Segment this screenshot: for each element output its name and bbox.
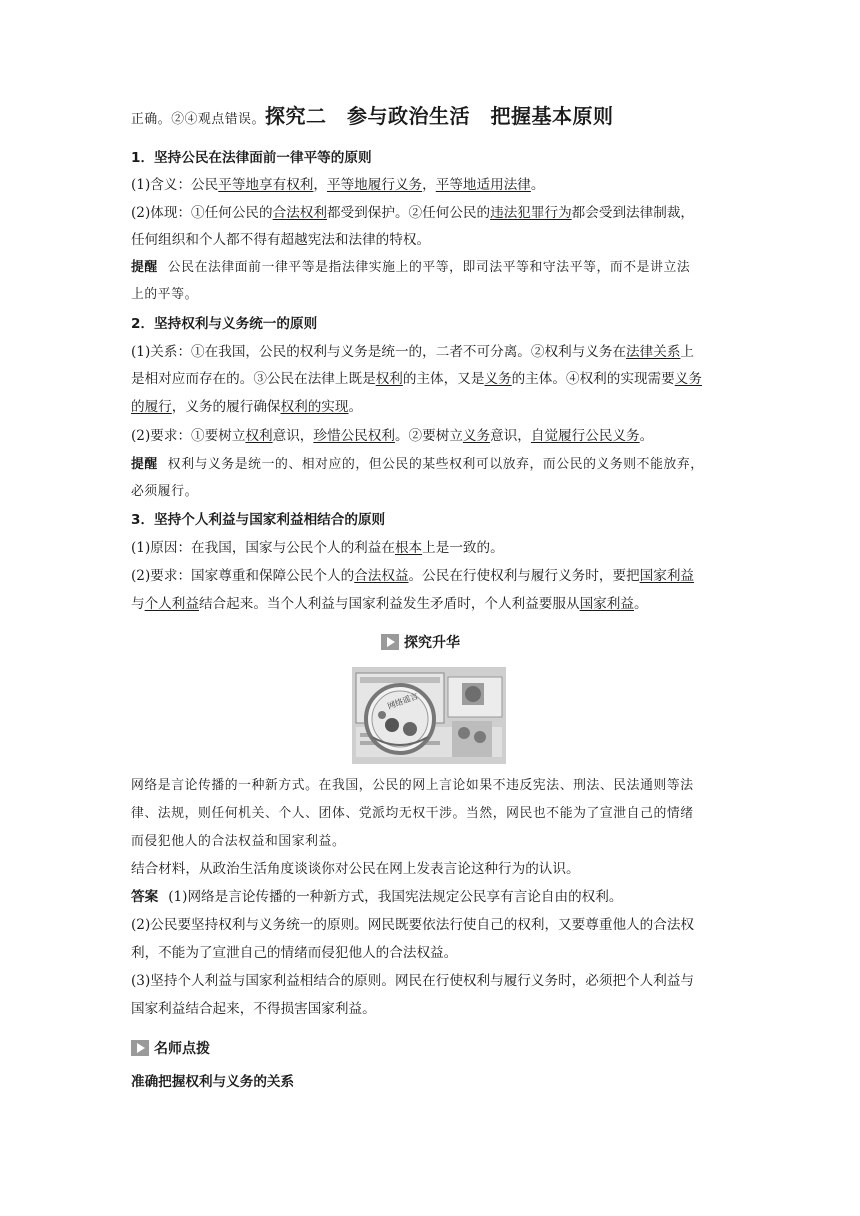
text: 上是一致的。	[422, 540, 504, 556]
underlined-term: 自觉履行公民义务	[530, 428, 640, 444]
text: 结合起来。当个人利益与国家利益发生矛盾时，个人利益要服从	[198, 596, 580, 612]
text: 上	[680, 344, 695, 360]
text: ，义务的履行确保	[171, 399, 281, 415]
text: 意识，	[272, 428, 314, 444]
text: ，	[422, 177, 436, 193]
underlined-term: 合法权利	[272, 205, 327, 221]
underlined-term: 珍惜公民权利	[313, 428, 395, 444]
prev-answer-tail: 正确。②④观点错误。	[131, 112, 265, 127]
underlined-term: 权利	[375, 371, 403, 387]
magnifier-illustration-graphic	[352, 667, 506, 764]
underlined-term: 平等地享有权利	[218, 177, 314, 193]
underlined-term: 义务	[462, 428, 491, 444]
equality-embody-1	[131, 203, 694, 223]
text: (2)体现：①任何公民的	[131, 205, 273, 221]
explore-heading	[381, 632, 460, 652]
text: (2)要求：①要树立	[131, 428, 246, 444]
teacher-heading	[131, 1038, 210, 1058]
heading-interests: 3．坚持个人利益与国家利益相结合的原则	[131, 512, 386, 528]
text: 与	[131, 596, 145, 612]
equality-tip-2: 上的平等。	[131, 287, 198, 302]
text: 。②要树立	[394, 428, 463, 444]
explore-label: 探究升华	[404, 635, 460, 651]
answer-line-3: 利，不能为了宣泄自己的情绪而侵犯他人的合法权益。	[131, 945, 458, 961]
material-line-3: 而侵犯他人的合法权益和国家利益。	[131, 834, 346, 849]
question: 结合材料，从政治生活角度谈谈你对公民在网上发表言论这种行为的认识。	[131, 861, 580, 877]
tip-text: 公民在法律面前一律平等是指法律实施上的平等，即司法平等和守法平等，而不是讲立法	[167, 260, 691, 275]
lens-caption: 网络谣言	[386, 691, 420, 711]
interests-reason	[131, 538, 504, 558]
text: (1)含义：公民	[131, 177, 219, 193]
underlined-term: 根本	[394, 540, 423, 556]
text: (2)要求：国家尊重和保障公民个人的	[131, 568, 355, 584]
teacher-subheading: 准确把握权利与义务的关系	[131, 1074, 295, 1090]
magnifier-illustration	[352, 667, 506, 764]
text: 意识，	[490, 428, 531, 444]
rights-tip-2: 必须履行。	[131, 484, 198, 499]
text: ，	[313, 177, 327, 193]
text: 都会受到法律制裁，	[571, 205, 695, 221]
rights-tip-1	[131, 455, 704, 475]
text: 。	[530, 177, 545, 193]
tip-text: 权利与义务是统一的、相对应的，但公民的某些权利可以放弃，而公民的义务则不能放弃，	[167, 457, 704, 472]
answer-line-2: (2)公民要坚持权利与义务统一的原则。网民既要依法行使自己的权利，又要尊重他人的合法权	[131, 917, 695, 933]
teacher-label: 名师点拨	[154, 1041, 210, 1057]
text: (1)关系：①在我国，公民的权利与义务是统一的，二者不可分离。②权利与义务在	[131, 344, 627, 360]
text: 。公民在行使权利与履行义务时，要把	[408, 568, 640, 584]
interests-requirement-1	[131, 566, 694, 586]
underlined-term: 平等地适用法律	[435, 177, 531, 193]
top-line	[131, 106, 613, 130]
underlined-term: 违法犯罪行为	[490, 205, 572, 221]
underlined-term: 的履行	[131, 399, 172, 415]
underlined-term: 平等地履行义务	[326, 177, 423, 193]
relation-line-3	[131, 397, 362, 417]
underlined-term: 权利	[245, 428, 273, 444]
text: 都受到保护。②任何公民的	[326, 205, 491, 221]
relation-line-2	[131, 369, 702, 389]
text: 的主体。④权利的实现需要	[511, 371, 675, 387]
answer-line-4: (3)坚持个人利益与国家利益相结合的原则。网民在行使权利与履行义务时，必须把个人利益与	[131, 973, 695, 989]
underlined-term: 法律关系	[626, 344, 681, 360]
answer-text: (1)网络是言论传播的一种新方式，我国宪法规定公民享有言论自由的权利。	[168, 889, 623, 905]
tip-label: 提醒	[131, 260, 158, 275]
heading-rights-duties: 2．坚持权利与义务统一的原则	[131, 316, 318, 332]
answer-line-5: 国家利益结合起来，不得损害国家利益。	[131, 1001, 376, 1017]
text: 。	[639, 428, 654, 444]
underlined-term: 义务	[674, 371, 702, 387]
heading-equality: 1．坚持公民在法律面前一律平等的原则	[131, 150, 372, 166]
underlined-term: 国家利益	[579, 596, 634, 612]
material-line-2: 律、法规，则任何机关、个人、团体、党派均无权干涉。当然，网民也不能为了宣泄自己的情绪	[131, 806, 694, 821]
underlined-term: 权利的实现	[280, 399, 349, 415]
play-triangle-icon	[381, 634, 399, 650]
interests-requirement-2	[131, 594, 648, 614]
equality-meaning	[131, 175, 544, 195]
section-title: 探究二 参与政治生活 把握基本原则	[264, 104, 614, 128]
answer-line-1	[131, 887, 622, 907]
answer-label: 答案	[131, 889, 159, 905]
underlined-term: 个人利益	[144, 596, 199, 612]
text: 。	[348, 399, 363, 415]
text: 。	[633, 596, 648, 612]
equality-tip-1	[131, 258, 690, 278]
relation-line-1	[131, 342, 694, 362]
text: 是相对应而存在的。③公民在法律上既是	[131, 371, 376, 387]
play-triangle-icon	[131, 1040, 149, 1056]
material-line-1: 网络是言论传播的一种新方式。在我国，公民的网上言论如果不违反宪法、刑法、民法通则等法	[131, 778, 694, 793]
tip-label: 提醒	[131, 457, 158, 472]
underlined-term: 国家利益	[639, 568, 695, 584]
underlined-term: 义务	[484, 371, 512, 387]
rights-requirement	[131, 426, 653, 446]
text: 的主体，又是	[402, 371, 485, 387]
underlined-term: 合法权益	[354, 568, 409, 584]
text: (1)原因：在我国，国家与公民个人的利益在	[131, 540, 395, 556]
equality-embody-2: 任何组织和个人都不得有超越宪法和法律的特权。	[131, 232, 431, 248]
